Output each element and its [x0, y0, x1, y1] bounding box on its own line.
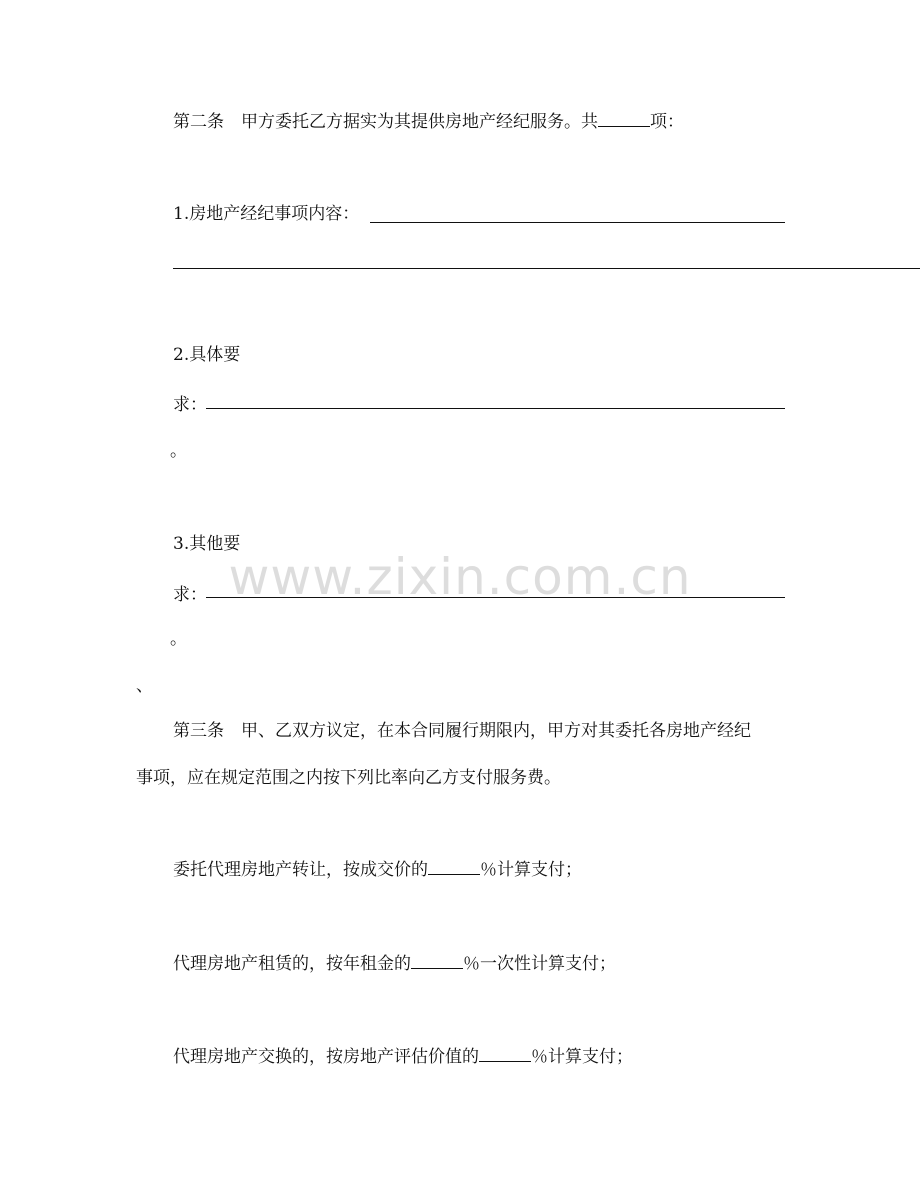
fee-lease-text: 代理房地产租赁的，按年租金的: [173, 954, 411, 974]
item-3-label-line: [173, 533, 240, 555]
fee-exchange-suffix: ％计算支付；: [531, 1047, 633, 1067]
item-2-label: 2.具体要: [173, 345, 241, 365]
item-2-blank: [206, 408, 785, 409]
fee-transfer-suffix: ％计算支付；: [480, 860, 582, 880]
item-3-label-cont: 求：: [173, 585, 207, 605]
fee-transfer-text: 委托代理房地产转让，按成交价的: [173, 860, 428, 880]
watermark: www.zixin.com.cn: [228, 548, 692, 606]
item-1-line: [173, 203, 359, 225]
article-3-line-2: 事项，应在规定范围之内按下列比率向乙方支付服务费。: [136, 768, 561, 788]
article-2-line: [173, 111, 684, 133]
fee-transfer-line: [173, 859, 582, 881]
item-1-label: 1.房地产经纪事项内容：: [173, 204, 360, 224]
item-3-blank: [206, 597, 785, 598]
item-3-label: 3.其他要: [173, 534, 241, 554]
fee-lease-line: [173, 953, 616, 975]
item-3-end-mark: 。: [170, 629, 187, 649]
item-1-blank: [370, 222, 785, 223]
item-2-requirement-line: [173, 394, 207, 416]
fee-transfer-blank: [428, 859, 480, 875]
article-2-text: 第二条 甲方委托乙方据实为其提供房地产经纪服务。共: [173, 112, 598, 132]
fee-exchange-blank: [479, 1046, 531, 1062]
stray-mark: 、: [136, 676, 153, 696]
item-2-end-mark: 。: [170, 441, 187, 461]
article-3-line-1: 第三条 甲、乙双方议定，在本合同履行期限内，甲方对其委托各房地产经纪: [173, 721, 751, 741]
item-2-label-cont: 求：: [173, 395, 207, 415]
article-2-suffix: 项：: [650, 112, 684, 132]
item-count-blank: [598, 111, 650, 127]
fee-exchange-line: [173, 1046, 633, 1068]
fee-exchange-text: 代理房地产交换的，按房地产评估价值的: [173, 1047, 479, 1067]
item-2-label-line: [173, 344, 240, 366]
item-1-continuation-blank: [173, 268, 920, 269]
item-3-requirement-line: [173, 584, 207, 606]
fee-lease-blank: [411, 953, 463, 969]
fee-lease-suffix: ％一次性计算支付；: [463, 954, 616, 974]
